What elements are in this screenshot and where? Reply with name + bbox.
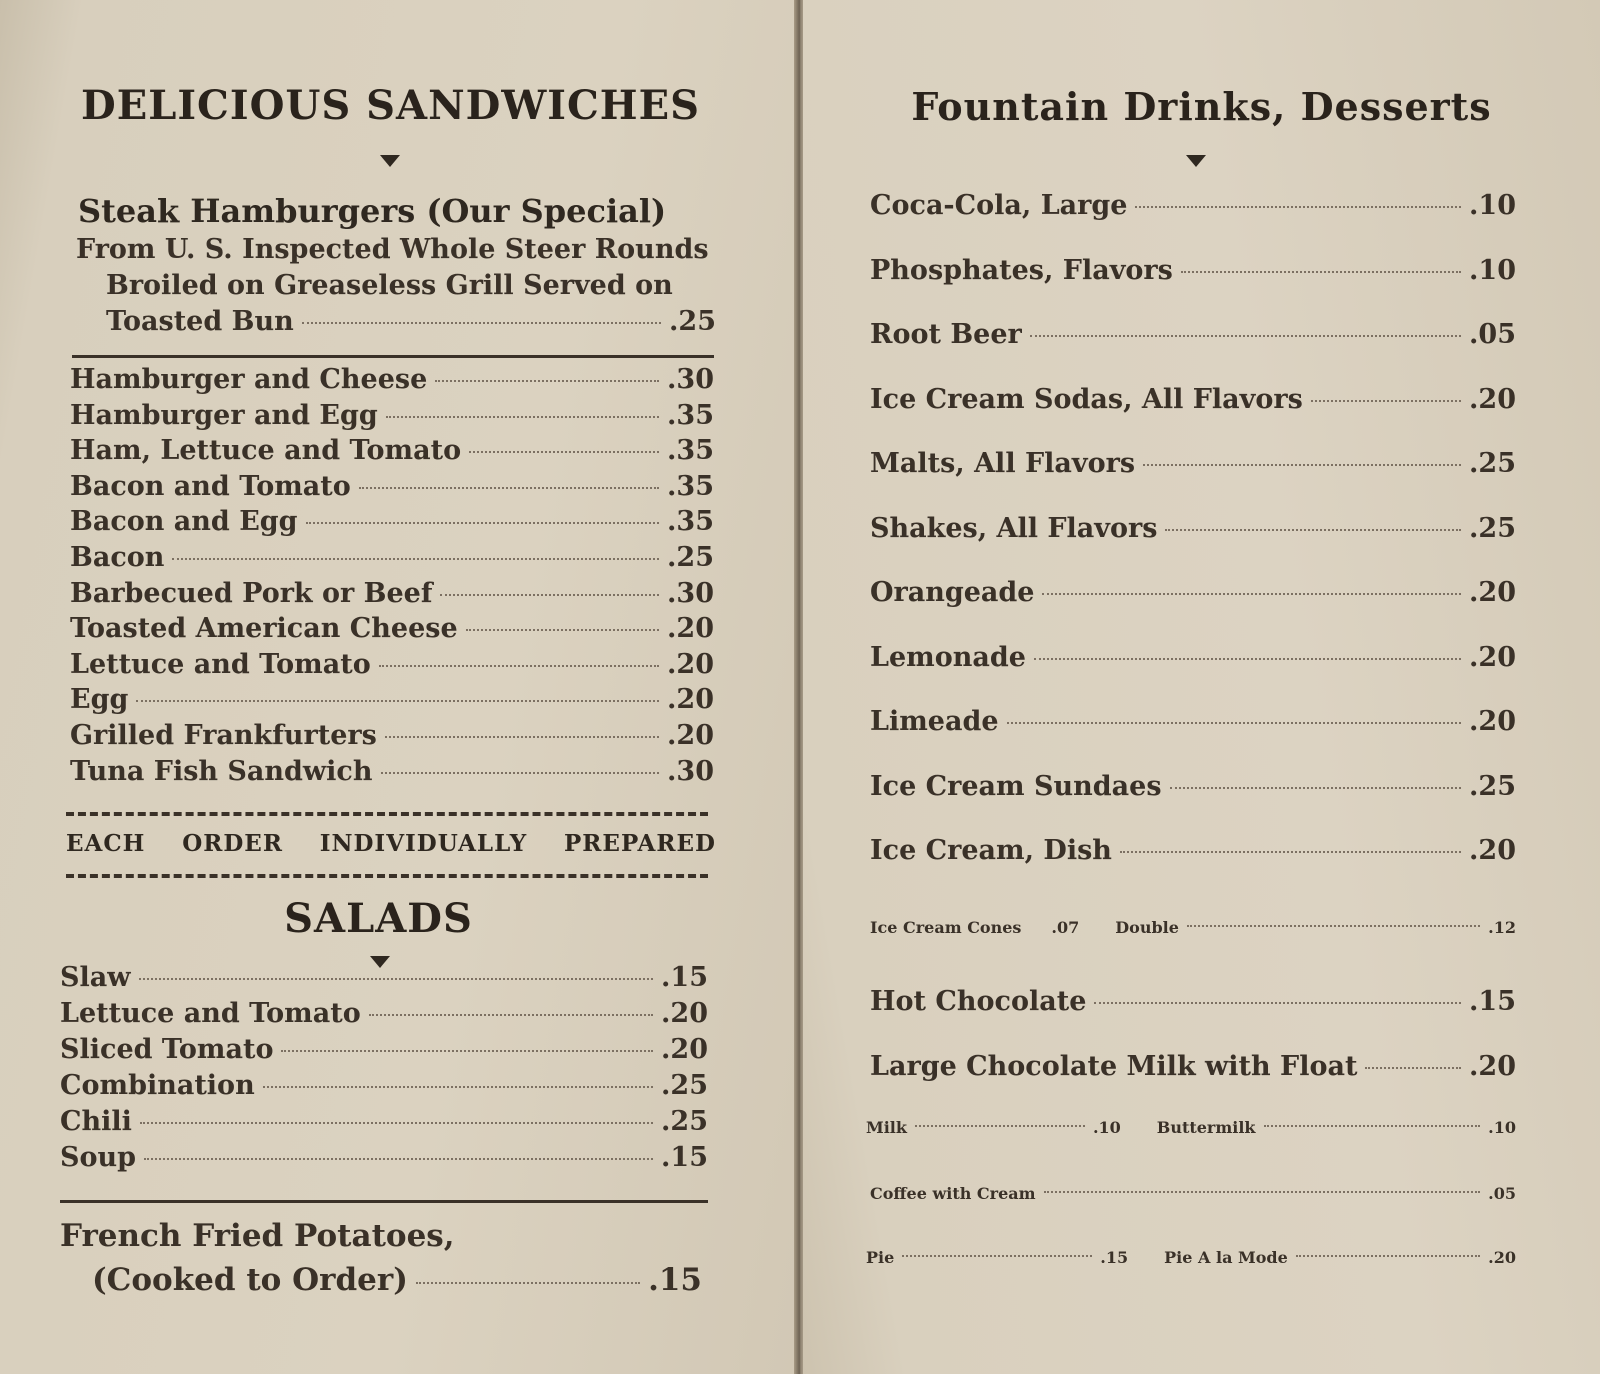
notice-word: INDIVIDUALLY [319, 830, 528, 857]
fries-row [92, 1262, 702, 1298]
leader-dots [385, 736, 659, 738]
sandwiches-title: DELICIOUS SANDWICHES [81, 82, 700, 129]
menu-item-price: .10 [1469, 190, 1516, 221]
salads-title: SALADS [284, 895, 473, 942]
leader-dots [302, 322, 661, 324]
menu-item-name: Phosphates, Flavors [870, 254, 1173, 286]
divider [60, 1200, 708, 1203]
menu-item-price: .25 [661, 1070, 708, 1101]
menu-item-row [870, 642, 1516, 673]
leader-dots [1094, 1002, 1461, 1004]
leader-dots [359, 487, 659, 489]
menu-item-row [870, 835, 1516, 866]
leader-dots [1264, 1125, 1481, 1127]
leader-dots [1042, 593, 1461, 595]
leader-dots [1135, 206, 1461, 208]
leader-dots [136, 700, 659, 702]
leader-dots [1365, 1067, 1461, 1069]
leader-dots [466, 629, 659, 631]
divider-dotted [66, 874, 708, 878]
special-line-2: Broiled on Greaseless Grill Served on [106, 270, 673, 301]
menu-item-name: Lemonade [870, 641, 1026, 673]
leader-dots [381, 772, 660, 774]
menu-item-name: Bacon [70, 542, 165, 573]
cones-name: Ice Cream Cones [870, 918, 1022, 937]
menu-item-price: .20 [1469, 383, 1516, 415]
double-price: .12 [1488, 918, 1516, 937]
leader-dots [1120, 851, 1461, 853]
menu-item-name: Ice Cream Sodas, All Flavors [870, 383, 1303, 415]
menu-item-price: .35 [667, 506, 714, 538]
menu-item-price: .15 [661, 1142, 708, 1173]
menu-item-price: .25 [667, 542, 714, 573]
menu-item-row [870, 771, 1516, 802]
menu-item-row [60, 1070, 708, 1101]
menu-item-name: Ice Cream, Dish [870, 835, 1112, 866]
menu-item-price: .25 [1469, 770, 1516, 802]
special-line-3: Toasted Bun [106, 306, 294, 337]
leader-dots [281, 1050, 653, 1052]
leader-dots [1187, 925, 1480, 927]
leader-dots [435, 380, 659, 382]
notice-word: EACH [66, 830, 146, 857]
menu-item-name: Hamburger and Egg [70, 399, 378, 431]
menu-item-name: Barbecued Pork or Beef [70, 577, 433, 609]
menu-item-price: .35 [667, 399, 714, 431]
milk-row [866, 1118, 1516, 1137]
menu-item-name: Tuna Fish Sandwich [70, 755, 373, 787]
leader-dots [379, 665, 659, 667]
menu-item-price: .30 [667, 364, 714, 395]
menu-item-row [70, 435, 714, 466]
drinks-caret-icon [1186, 155, 1206, 167]
double-name: Double [1115, 918, 1179, 937]
menu-item-row [60, 1034, 708, 1065]
menu-item-row [870, 513, 1516, 544]
menu-item-row [70, 506, 714, 537]
special-line-1: From U. S. Inspected Whole Steer Rounds [76, 234, 709, 265]
menu-item-name: Egg [70, 684, 129, 716]
leader-dots [1165, 529, 1461, 531]
menu-item-price: .25 [1469, 448, 1516, 479]
pie-name: Pie [866, 1248, 895, 1267]
menu-item-row [870, 190, 1516, 221]
menu-item-price: .20 [1469, 641, 1516, 673]
fries-line-1: French Fried Potatoes, [60, 1218, 455, 1254]
leader-dots [1143, 464, 1461, 466]
menu-item-row [60, 962, 708, 993]
coffee-name: Coffee with Cream [870, 1184, 1036, 1203]
left-page [0, 0, 797, 1374]
cones-price: .07 [1051, 918, 1080, 937]
menu-item-row [70, 578, 714, 609]
menu-item-name: Bacon and Tomato [70, 470, 351, 502]
menu-item-name: Slaw [60, 962, 131, 993]
leader-dots [1296, 1255, 1480, 1257]
menu-item-price: .05 [1469, 319, 1516, 350]
menu-item-row [70, 400, 714, 431]
menu-item-name: Ham, Lettuce and Tomato [70, 435, 462, 467]
notice-word: ORDER [182, 830, 283, 857]
leader-dots [386, 416, 659, 418]
buttermilk-price: .10 [1488, 1118, 1516, 1137]
pie-price: .15 [1100, 1248, 1129, 1267]
menu-item-row [870, 986, 1516, 1017]
menu-item-price: .15 [1469, 986, 1516, 1017]
menu-item-price: .20 [661, 1034, 708, 1065]
menu-item-price: .35 [667, 435, 714, 467]
leader-dots [140, 1122, 653, 1124]
leader-dots [263, 1086, 653, 1088]
menu-item-name: Sliced Tomato [60, 1034, 274, 1065]
divider [72, 355, 714, 358]
leader-dots [1030, 335, 1461, 337]
menu-item-row [870, 448, 1516, 479]
leader-dots [1044, 1191, 1481, 1193]
menu-item-row [70, 756, 714, 787]
milk-name: Milk [866, 1118, 907, 1137]
special-price: .25 [669, 306, 716, 337]
menu-item-name: Combination [60, 1070, 255, 1101]
menu-item-price: .20 [667, 613, 714, 645]
leader-dots [1311, 400, 1461, 402]
menu-item-row [60, 1106, 708, 1137]
menu-item-name: Malts, All Flavors [870, 448, 1136, 479]
menu-item-price: .20 [667, 648, 714, 680]
menu-item-row [870, 1051, 1516, 1082]
menu-item-row [870, 384, 1516, 415]
leader-dots [369, 1014, 653, 1016]
pie-a-la-mode-price: .20 [1488, 1248, 1516, 1267]
leader-dots [306, 522, 659, 524]
pie-a-la-mode-name: Pie A la Mode [1164, 1248, 1288, 1267]
menu-item-row [870, 319, 1516, 350]
menu-item-name: Shakes, All Flavors [870, 512, 1158, 544]
menu-item-price: .25 [661, 1106, 708, 1137]
leader-dots [144, 1158, 653, 1160]
menu-item-name: Orangeade [870, 577, 1035, 608]
milk-price: .10 [1092, 1118, 1121, 1137]
menu-item-name: Ice Cream Sundaes [870, 770, 1162, 802]
menu-item-name: Bacon and Egg [70, 506, 298, 538]
leader-dots [469, 451, 659, 453]
menu-item-price: .20 [1469, 577, 1516, 608]
menu-item-price: .20 [667, 684, 714, 716]
cones-row [870, 918, 1516, 937]
menu-item-price: .10 [1469, 254, 1516, 286]
menu-item-name: Root Beer [870, 319, 1022, 350]
leader-dots [1181, 271, 1461, 273]
special-title: Steak Hamburgers (Our Special) [78, 192, 667, 230]
leader-dots [440, 594, 659, 596]
menu-item-row [70, 613, 714, 644]
leader-dots [139, 978, 654, 980]
menu-item-row [70, 684, 714, 715]
menu-item-price: .20 [1469, 1050, 1516, 1082]
fries-line-2: (Cooked to Order) [92, 1262, 408, 1298]
sandwiches-caret-icon [380, 155, 400, 167]
menu-item-row [70, 720, 714, 751]
menu-item-price: .35 [667, 470, 714, 502]
leader-dots [172, 558, 659, 560]
divider-dotted [66, 812, 708, 816]
pie-row [866, 1248, 1516, 1267]
menu-item-name: Coca-Cola, Large [870, 190, 1128, 221]
menu-item-name: Toasted American Cheese [70, 613, 458, 645]
leader-dots [915, 1125, 1085, 1127]
menu-item-name: Lettuce and Tomato [60, 998, 361, 1029]
menu-item-price: .20 [1469, 706, 1516, 737]
buttermilk-name: Buttermilk [1156, 1118, 1256, 1137]
menu-item-price: .30 [667, 755, 714, 787]
coffee-price: .05 [1488, 1184, 1516, 1203]
fries-price: .15 [648, 1262, 702, 1298]
menu-item-row [870, 577, 1516, 608]
menu-item-name: Limeade [870, 706, 999, 737]
menu-item-price: .20 [1469, 835, 1516, 866]
leader-dots [1007, 722, 1461, 724]
coffee-row [870, 1184, 1516, 1203]
menu-item-price: .30 [667, 577, 714, 609]
leader-dots [902, 1255, 1092, 1257]
menu-item-price: .20 [667, 720, 714, 751]
notice-word: PREPARED [564, 830, 716, 857]
leader-dots [416, 1282, 640, 1284]
special-price-row [106, 306, 716, 337]
menu-item-name: Soup [60, 1142, 137, 1173]
menu-item-row [70, 542, 714, 573]
menu-item-price: .20 [661, 998, 708, 1029]
menu-item-price: .15 [661, 962, 708, 993]
menu-item-row [60, 998, 708, 1029]
menu-item-row [60, 1142, 708, 1173]
menu-item-name: Chili [60, 1106, 132, 1137]
menu-item-name: Hamburger and Cheese [70, 364, 428, 395]
menu-item-row [70, 649, 714, 680]
drinks-title: Fountain Drinks, Desserts [911, 84, 1492, 129]
menu-item-row [870, 255, 1516, 286]
menu-item-name: Hot Chocolate [870, 986, 1087, 1017]
menu-item-row [870, 706, 1516, 737]
leader-dots [1170, 787, 1462, 789]
menu-item-row [70, 364, 714, 395]
menu-item-name: Lettuce and Tomato [70, 648, 371, 680]
menu-item-price: .25 [1469, 512, 1516, 544]
notice-banner [66, 830, 716, 857]
menu-item-name: Grilled Frankfurters [70, 720, 377, 751]
menu-item-row [70, 471, 714, 502]
menu-item-name: Large Chocolate Milk with Float [870, 1050, 1358, 1082]
leader-dots [1034, 658, 1461, 660]
